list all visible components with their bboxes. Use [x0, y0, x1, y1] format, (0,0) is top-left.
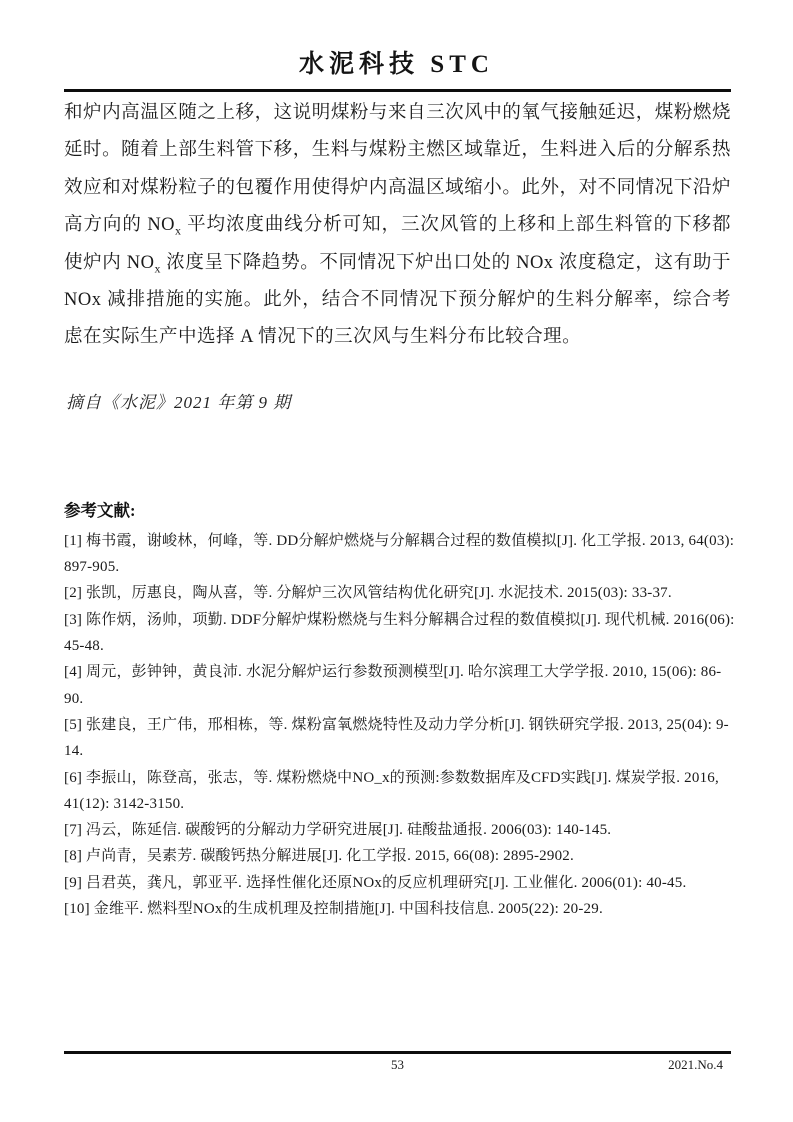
body-text-segment: 浓度呈下降趋势。不同情况下炉出口处的 NOx 浓度稳定，这有助于 NOx 减排措施的实施。此外，结合不同情况下预分解炉的生料分解率，综合考虑在实际生产中选择 A 情况下的三次风与生料分布比较合理。: [64, 252, 731, 348]
reference-item: [3] 陈作炳，汤帅，项勤. DDF分解炉煤粉燃烧与生料分解耦合过程的数值模拟[J]. 现代机械. 2016(06): 45-48.: [64, 611, 735, 655]
footer-row: [64, 1057, 731, 1075]
reference-item: [5] 张建良，王广伟，邢相栋，等. 煤粉富氧燃烧特性及动力学分析[J]. 钢铁研究学报. 2013, 25(04): 9-14.: [64, 716, 729, 760]
excerpt-source-note: 摘自《水泥》2021 年第 9 期: [66, 392, 292, 412]
nox-subscript: x: [175, 223, 182, 238]
footer-rule: [64, 1051, 731, 1054]
page-number: 53: [391, 1057, 404, 1072]
reference-item: [7] 冯云，陈延信. 碳酸钙的分解动力学研究进展[J]. 硅酸盐通报. 2006(03): 140-145.: [64, 822, 612, 839]
issue-label: 2021.No.4: [668, 1057, 723, 1072]
reference-item: [2] 张凯，厉惠良，陶从喜，等. 分解炉三次风管结构优化研究[J]. 水泥技术. 2015(03): 33-37.: [64, 585, 672, 602]
reference-item: [6] 李振山，陈登高，张志，等. 煤粉燃烧中NO_x的预测:参数数据库及CFD实践[J]. 煤炭学报. 2016, 41(12): 3142-3150.: [64, 769, 719, 812]
reference-item: [9] 吕君英，龚凡，郭亚平. 选择性催化还原NOx的反应机理研究[J]. 工业催化. 2006(01): 40-45.: [64, 874, 687, 891]
body-text-segment: 和炉内高温区随之上移，这说明煤粉与来自三次风中的氧气接触延迟，煤粉燃烧延时。随着上部生料管下移，生料与煤粉主燃区域靠近，生料进入后的分解系热效应和对煤粉粒子的包覆作用使得炉内高温区域缩小。此外，对不同情况下沿炉高方向的 NO: [64, 103, 731, 236]
references-list: [64, 528, 735, 922]
reference-item: [8] 卢尚青，吴素芳. 碳酸钙热分解进展[J]. 化工学报. 2015, 66(08): 2895-2902.: [64, 848, 574, 865]
journal-header-title: 水泥科技 STC: [299, 51, 494, 78]
references-heading: 参考文献:: [64, 500, 136, 520]
article-body-paragraph: [64, 95, 731, 357]
nox-subscript: x: [154, 261, 161, 276]
page-footer: [64, 1051, 731, 1075]
reference-item: [4] 周元，彭钟钟，黄良沛. 水泥分解炉运行参数预测模型[J]. 哈尔滨理工大学学报. 2010, 15(06): 86-90.: [64, 664, 722, 707]
body-text-segment: 平均浓度曲线分析可知，三次风管的上移和上部生料管的下移都使炉内 NO: [64, 215, 731, 273]
header-rule: [64, 89, 731, 92]
reference-item: [1] 梅书霞，谢峻林，何峰，等. DD分解炉燃烧与分解耦合过程的数值模拟[J]. 化工学报. 2013, 64(03): 897-905.: [64, 532, 735, 576]
reference-item: [10] 金维平. 燃料型NOx的生成机理及控制措施[J]. 中国科技信息. 2005(22): 20-29.: [64, 901, 603, 917]
